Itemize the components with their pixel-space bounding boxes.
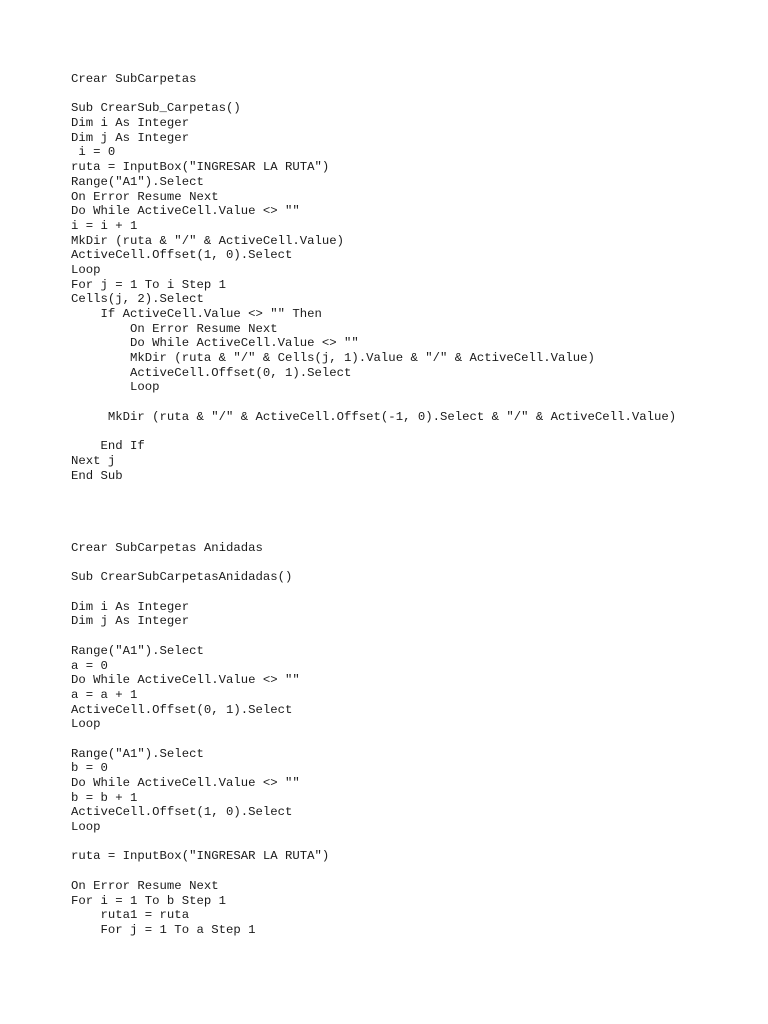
code-line: Do While ActiveCell.Value <> "" [71,776,300,790]
code-line: Sub CrearSub_Carpetas() [71,101,241,116]
code-line: b = b + 1 [71,790,138,805]
code-line: a = a + 1 [71,687,138,702]
code-line: MkDir (ruta & "/" & ActiveCell.Value) [71,233,345,248]
code-line [71,425,751,440]
code-line: On Error Resume Next [71,189,219,204]
code-line: Sub CrearSubCarpetasAnidadas() [71,570,293,585]
code-block-subcarpetas [71,72,751,483]
code-line: Dim i As Integer [71,116,190,131]
code-block-subcarpetas-anidadas [71,541,751,938]
code-line: Dim i As Integer [71,599,190,614]
code-line: Range("A1").Select [71,643,204,658]
code-line: a = 0 [71,658,108,673]
code-line: On Error Resume Next [71,321,278,336]
code-line: Next j [71,453,116,468]
code-line: For j = 1 To a Step 1 [71,922,256,937]
code-line: Loop [71,262,101,277]
code-line [71,732,751,747]
code-line: MkDir (ruta & "/" & ActiveCell.Offset(-1, 0).Select & "/" & ActiveCell.Value) [71,409,677,424]
code-line [71,395,751,410]
code-line: MkDir (ruta & "/" & Cells(j, 1).Value & "/" & ActiveCell.Value) [71,351,595,366]
code-line: ActiveCell.Offset(1, 0).Select [71,805,293,820]
code-line: ruta1 = ruta [71,908,190,923]
code-line [71,585,751,600]
code-line: b = 0 [71,761,108,776]
code-line: Range("A1").Select [71,746,204,761]
code-line: For i = 1 To b Step 1 [71,893,226,908]
code-line: Loop [71,717,101,732]
code-line: Dim j As Integer [71,130,190,145]
code-line: Dim j As Integer [71,614,190,629]
code-line: Loop [71,820,101,835]
code-line: Do While ActiveCell.Value <> "" [71,336,359,351]
code-line [71,556,751,571]
code-line: End Sub [71,468,123,483]
code-line: Crear SubCarpetas [71,72,197,86]
code-line [71,864,751,879]
code-line: Cells(j, 2).Select [71,292,204,307]
code-listing [71,541,751,938]
code-line: If ActiveCell.Value <> "" Then [71,307,322,321]
code-line: Do While ActiveCell.Value <> "" [71,673,300,688]
code-line: i = i + 1 [71,218,138,233]
code-line: Do While ActiveCell.Value <> "" [71,204,300,219]
code-line: i = 0 [71,145,116,160]
code-line [71,87,751,102]
code-line: For j = 1 To i Step 1 [71,277,226,292]
code-line: On Error Resume Next [71,878,219,893]
code-line: ActiveCell.Offset(0, 1).Select [71,365,352,380]
code-line [71,629,751,644]
code-line: ActiveCell.Offset(1, 0).Select [71,248,293,263]
code-listing [71,72,751,483]
code-line: Crear SubCarpetas Anidadas [71,541,263,555]
code-line: ActiveCell.Offset(0, 1).Select [71,702,293,717]
code-line [71,835,751,850]
code-line: End If [71,439,145,454]
code-line: Range("A1").Select [71,174,204,189]
code-line: Loop [71,380,160,395]
code-line: ruta = InputBox("INGRESAR LA RUTA") [71,160,330,175]
code-line: ruta = InputBox("INGRESAR LA RUTA") [71,849,330,864]
